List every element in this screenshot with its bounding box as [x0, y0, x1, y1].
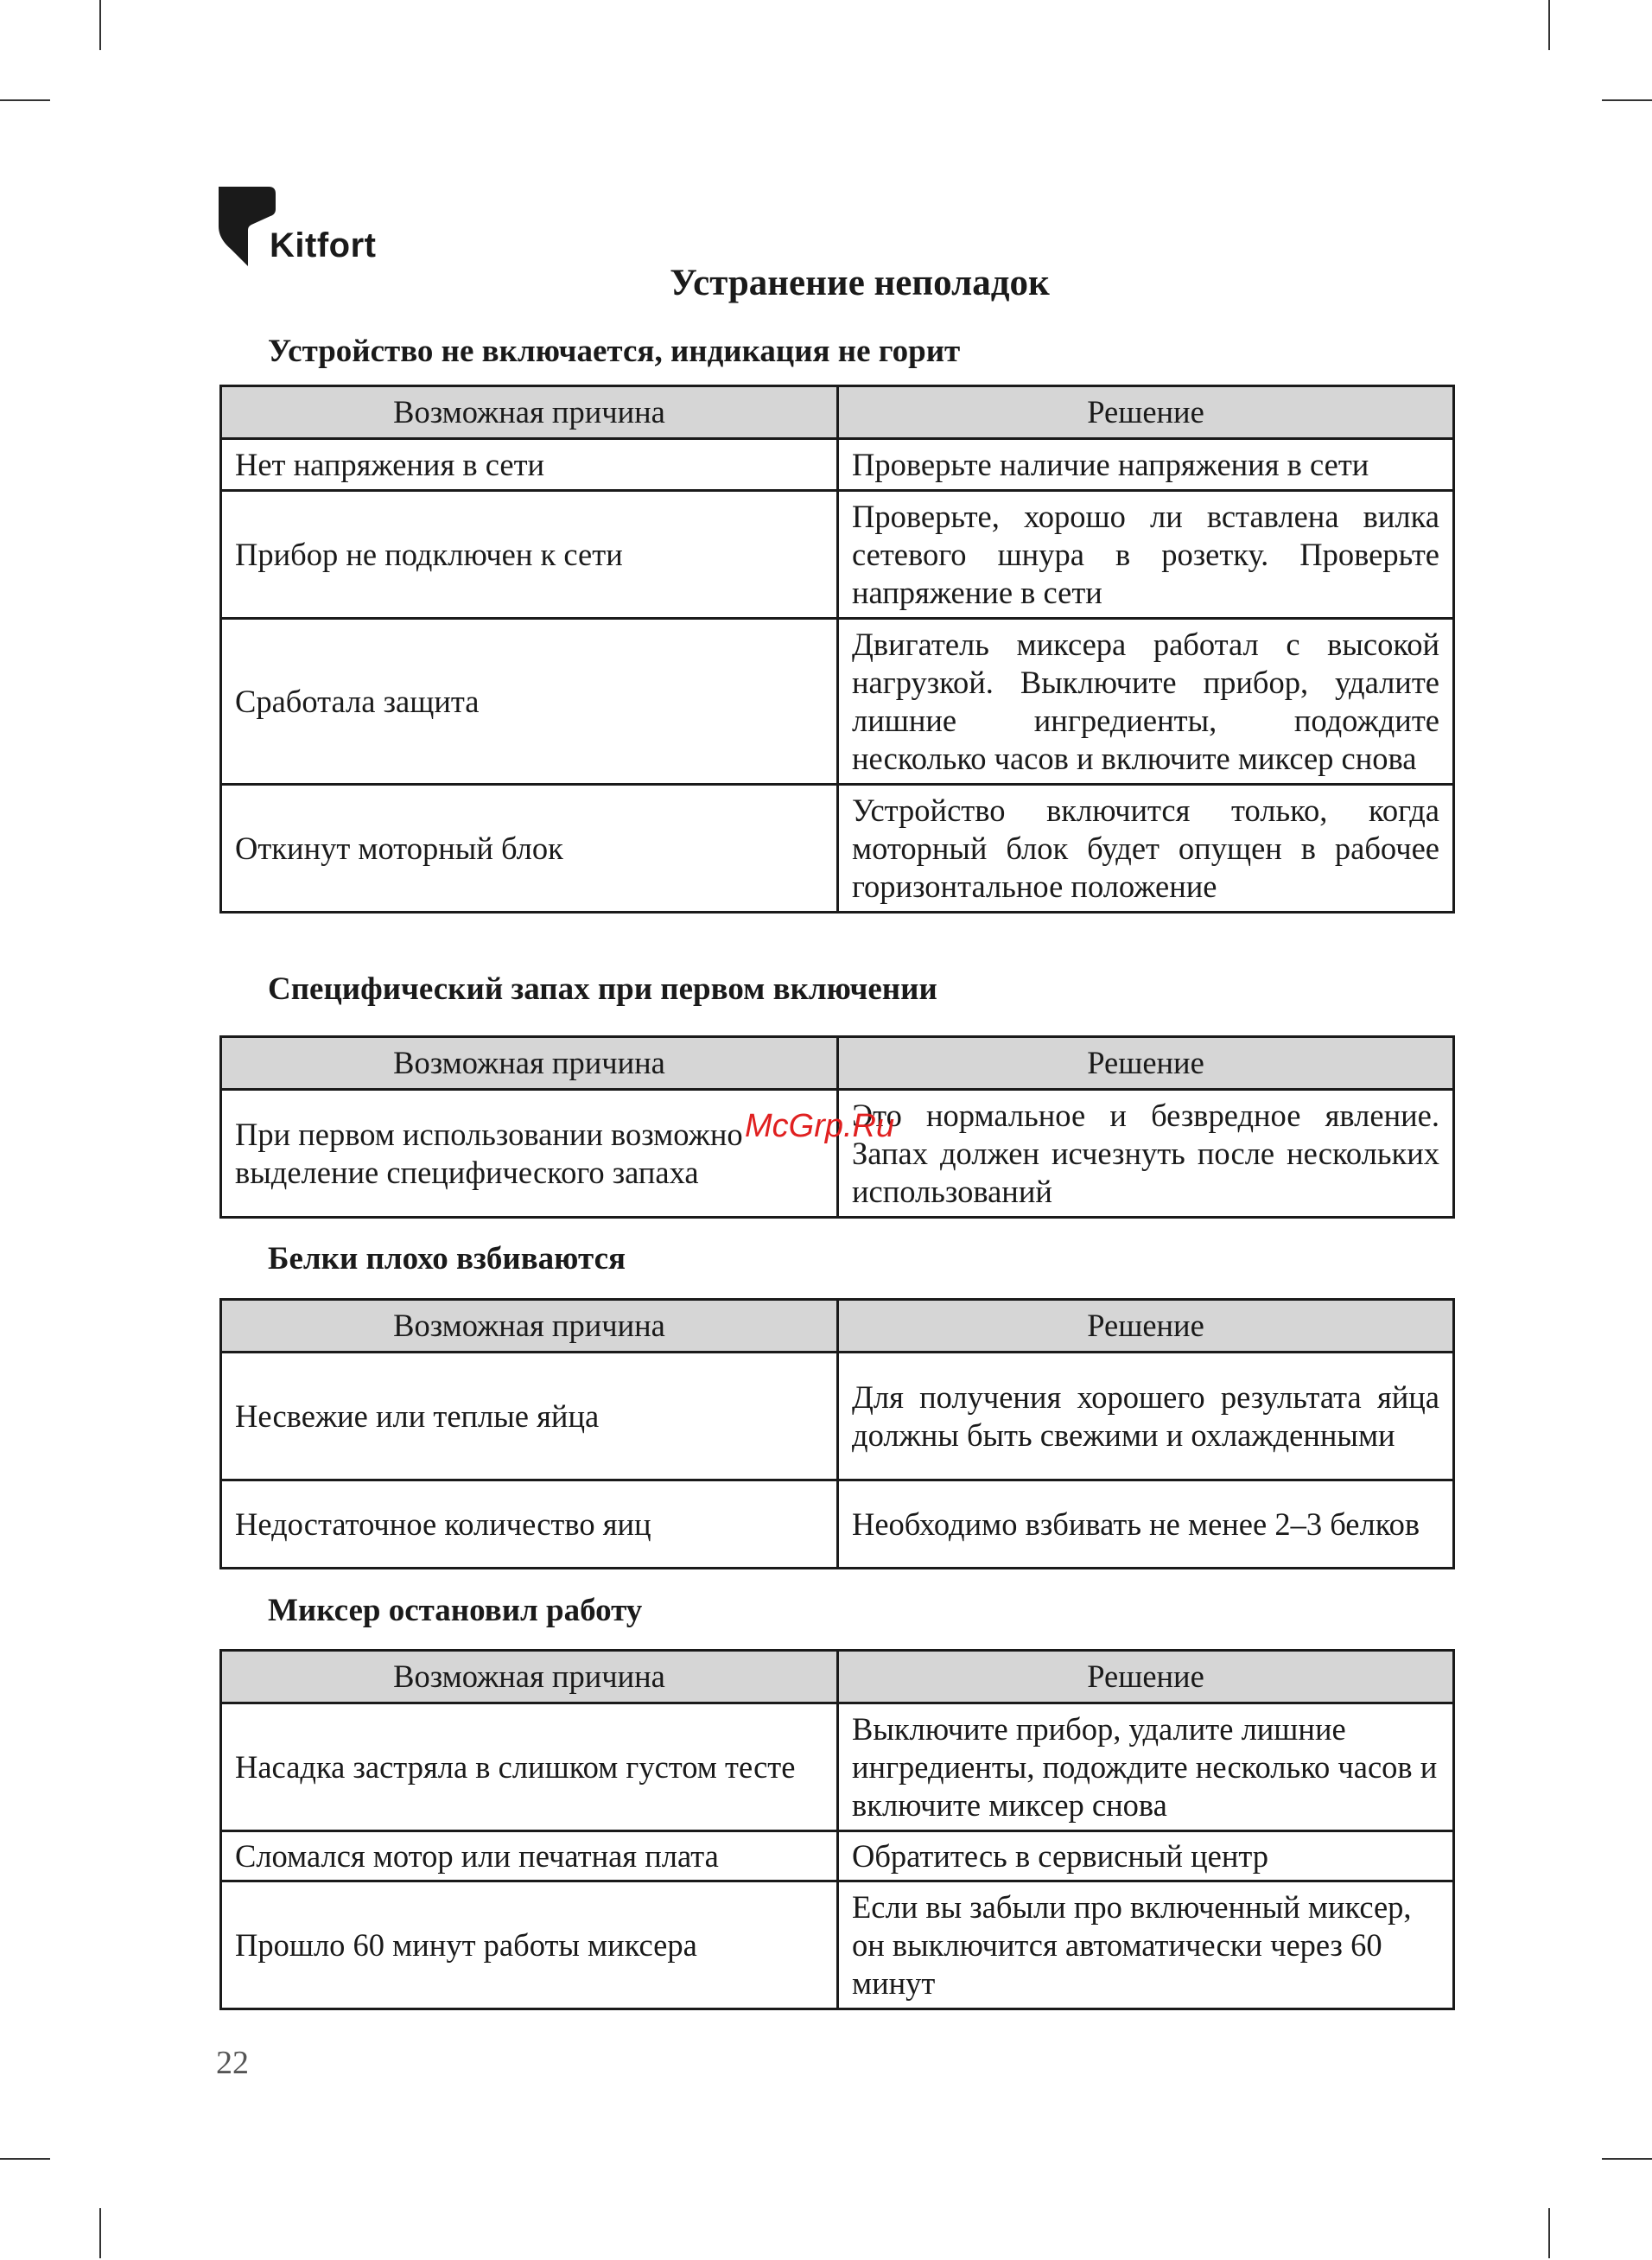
page-number: 22: [216, 2045, 249, 2081]
section-title: Специфический запах при первом включении: [268, 971, 937, 1007]
solution-cell: Необходимо взбивать не менее 2–3 белков: [838, 1480, 1454, 1569]
solution-cell: Проверьте, хорошо ли вставлена вилка сетевого шнура в розетку. Проверьте напряжение в сети: [838, 491, 1454, 619]
section-title: Устройство не включается, индикация не горит: [268, 334, 961, 369]
table-row: [221, 1353, 1454, 1480]
cause-cell: Насадка застряла в слишком густом тесте: [221, 1703, 838, 1831]
troubleshooting-table: [219, 1649, 1455, 2010]
column-header-cause: Возможная причина: [221, 1300, 838, 1353]
solution-cell: Если вы забыли про включенный миксер, он выключится автоматически через 60 минут: [838, 1881, 1454, 2009]
page-title: Устранение неполадок: [670, 263, 1050, 303]
cause-cell: Недостаточное количество яиц: [221, 1480, 838, 1569]
column-header-solution: Решение: [838, 1300, 1454, 1353]
brand-name: Kitfort: [270, 226, 377, 264]
cause-cell: Откинут моторный блок: [221, 785, 838, 913]
crop-mark: [99, 0, 101, 50]
solution-cell: Проверьте наличие напряжения в сети: [838, 439, 1454, 491]
solution-cell: Выключите прибор, удалите лишние ингредиенты, подождите несколько часов и включите миксер снова: [838, 1703, 1454, 1831]
troubleshooting-table: [219, 1298, 1455, 1569]
table-row: [221, 1881, 1454, 2009]
section-title: Миксер остановил работу: [268, 1593, 643, 1628]
cause-cell: Нет напряжения в сети: [221, 439, 838, 491]
crop-mark: [99, 2208, 101, 2258]
solution-cell: Обратитесь в сервисный центр: [838, 1831, 1454, 1881]
solution-cell: Устройство включится только, когда моторный блок будет опущен в рабочее горизонтальное положение: [838, 785, 1454, 913]
cause-cell: Сработала защита: [221, 619, 838, 785]
column-header-solution: Решение: [838, 386, 1454, 439]
crop-mark: [1602, 2158, 1652, 2160]
table-row: [221, 619, 1454, 785]
crop-mark: [1548, 0, 1550, 50]
solution-cell: Это нормальное и безвредное явление. Запах должен исчезнуть после нескольких использований: [838, 1090, 1454, 1218]
cause-cell: Сломался мотор или печатная плата: [221, 1831, 838, 1881]
section-title: Белки плохо взбиваются: [268, 1241, 626, 1276]
watermark: McGrp.Ru: [745, 1108, 895, 1144]
table-row: [221, 491, 1454, 619]
troubleshooting-table: [219, 385, 1455, 914]
column-header-solution: Решение: [838, 1037, 1454, 1090]
column-header-solution: Решение: [838, 1651, 1454, 1703]
solution-cell: Для получения хорошего результата яйца должны быть свежими и охлажденными: [838, 1353, 1454, 1480]
column-header-cause: Возможная причина: [221, 1037, 838, 1090]
table-row: [221, 785, 1454, 913]
column-header-cause: Возможная причина: [221, 386, 838, 439]
solution-cell: Двигатель миксера работал с высокой нагрузкой. Выключите прибор, удалите лишние ингредиенты, подождите несколько часов и включите миксер снова: [838, 619, 1454, 785]
crop-mark: [0, 2158, 50, 2160]
table-row: [221, 1703, 1454, 1831]
crop-mark: [0, 99, 50, 101]
crop-mark: [1548, 2208, 1550, 2258]
cause-cell: Прибор не подключен к сети: [221, 491, 838, 619]
table-row: [221, 1480, 1454, 1569]
cause-cell: Несвежие или теплые яйца: [221, 1353, 838, 1480]
cause-cell: При первом использовании возможно выделение специфического запаха: [221, 1090, 838, 1218]
table-row: [221, 439, 1454, 491]
cause-cell: Прошло 60 минут работы миксера: [221, 1881, 838, 2009]
table-row: [221, 1831, 1454, 1881]
crop-mark: [1602, 99, 1652, 101]
column-header-cause: Возможная причина: [221, 1651, 838, 1703]
